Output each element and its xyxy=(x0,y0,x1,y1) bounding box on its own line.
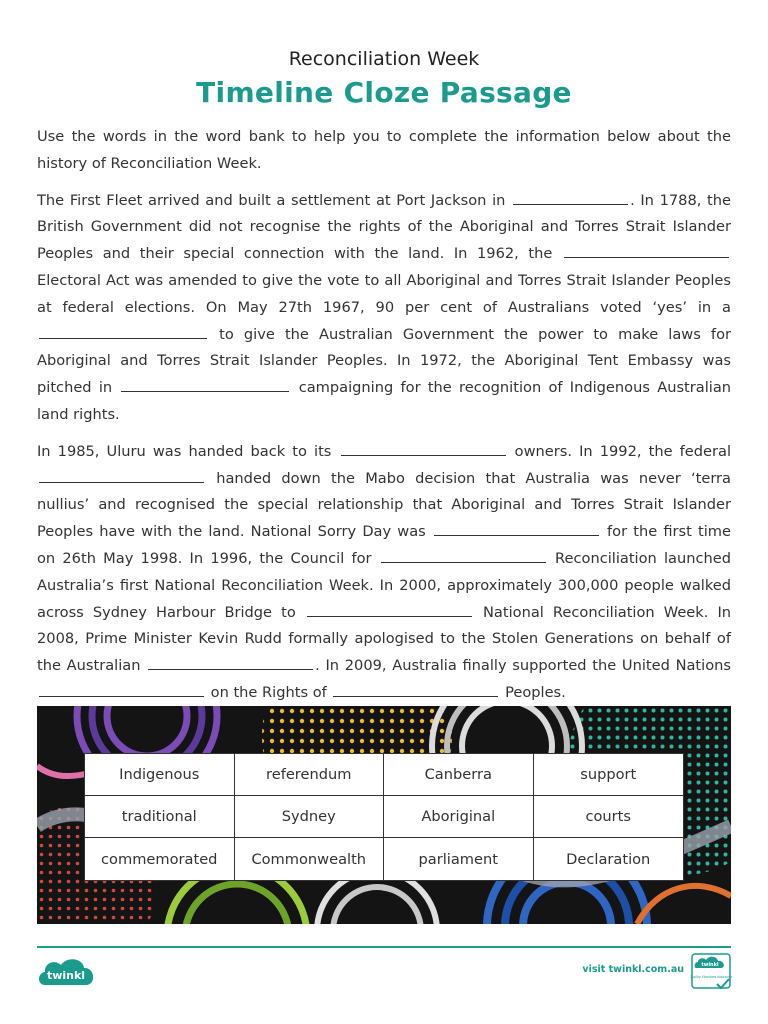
paragraph-2-text: . In 2009, Australia finally supported the United Nations xyxy=(315,657,731,675)
word-bank xyxy=(84,753,684,881)
paragraph-1-text: The First Fleet arrived and built a settlement at Port Jackson in xyxy=(37,191,506,209)
word-bank-cell: referendum xyxy=(235,754,385,796)
page-title: Timeline Cloze Passage xyxy=(196,76,572,109)
answer-blank[interactable] xyxy=(307,600,472,617)
paragraph-2-text: Peoples. xyxy=(505,683,566,701)
answer-blank[interactable] xyxy=(39,322,207,339)
paragraph-1-text: to give the Australian Government the power to make laws for Aboriginal and Torres Strait Islander Peoples. In 1972, the Aboriginal Tent Embassy was pitched in xyxy=(37,325,731,397)
instructions: Use the words in the word bank to help you to complete the information below about the history of Reconciliation Week. xyxy=(37,128,731,172)
visit-website-link[interactable]: visit twinkl.com.au xyxy=(582,964,684,975)
answer-blank[interactable] xyxy=(333,680,498,697)
word-bank-cell: commemorated xyxy=(85,838,235,880)
paragraph-1-text: Electoral Act was amended to give the vote to all Aboriginal and Torres Strait Islander Peoples at federal elections. On May 27th 1967, 90 per cent of Australians voted ‘yes’ in a xyxy=(37,271,731,316)
paragraph-1 xyxy=(37,188,731,429)
word-bank-cell: Commonwealth xyxy=(235,838,385,880)
paragraph-2-text: handed down the Mabo decision that Australia was never ‘terra nullius’ and recognised the special relationship that Aboriginal and Torres Strait Islander Peoples have with the land. National Sorry Day was xyxy=(37,469,731,541)
page-subtitle: Reconciliation Week xyxy=(288,48,480,70)
answer-blank[interactable] xyxy=(341,439,506,456)
twinkl-logo-text: twinkl xyxy=(46,969,86,982)
word-bank-cell: parliament xyxy=(384,838,534,880)
paragraph-2 xyxy=(37,439,731,707)
paragraph-2-text: for the first time on 26th May 1998. In 1996, the Council for xyxy=(37,523,731,567)
word-bank-cell: Sydney xyxy=(235,796,385,838)
badge-logo-text: twinkl xyxy=(701,962,719,968)
word-bank-cell: traditional xyxy=(85,796,235,838)
quality-standard-badge xyxy=(690,952,732,992)
badge-caption-text: Quality Standard Approved xyxy=(690,975,732,979)
paragraph-2-text: National Reconciliation Week. In 2008, Prime Minister Kevin Rudd formally apologised to the Stolen Generations on behalf of the Australian xyxy=(37,603,732,675)
answer-blank[interactable] xyxy=(148,653,313,670)
word-bank-cell: courts xyxy=(534,796,684,838)
word-bank-cell: Aboriginal xyxy=(384,796,534,838)
answer-blank[interactable] xyxy=(434,519,599,536)
word-bank-cell: Indigenous xyxy=(85,754,235,796)
word-bank-cell: support xyxy=(534,754,684,796)
answer-blank[interactable] xyxy=(381,546,546,563)
paragraph-2-text: Reconciliation launched Australia’s first National Reconciliation Week. In 2000, approximately 300,000 people walked across Sydney Harbour Bridge to xyxy=(37,549,732,621)
footer-divider xyxy=(37,946,731,948)
passage xyxy=(37,124,731,717)
word-bank-cell: Declaration xyxy=(566,850,651,868)
paragraph-2-text: In 1985, Uluru was handed back to its xyxy=(37,442,332,460)
paragraph-2-text: owners. In 1992, the federal xyxy=(514,442,732,460)
answer-blank[interactable] xyxy=(513,188,628,205)
answer-blank[interactable] xyxy=(564,241,729,258)
paragraph-1-text: campaigning for the recognition of Indigenous Australian land rights. xyxy=(37,379,732,423)
paragraph-2-text: on the Rights of xyxy=(210,683,327,701)
answer-blank[interactable] xyxy=(39,680,204,697)
word-bank-cell: Canberra xyxy=(384,754,534,796)
paragraph-1-text: . In 1788, the British Government did not recognise the rights of the Aboriginal and Torres Strait Islander Peoples and their special connection with the land. In 1962, the xyxy=(37,191,732,263)
answer-blank[interactable] xyxy=(121,375,289,392)
answer-blank[interactable] xyxy=(39,466,204,483)
twinkl-logo xyxy=(37,955,97,989)
